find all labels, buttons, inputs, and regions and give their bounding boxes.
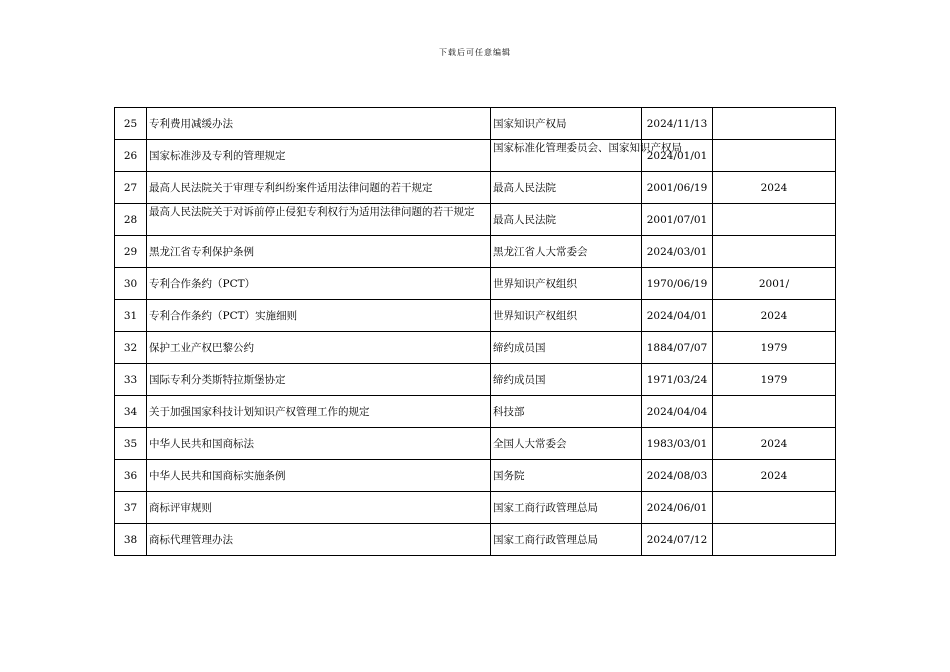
row-number: 38 [115, 524, 147, 556]
row-number: 27 [115, 172, 147, 204]
issuing-authority: 国家工商行政管理总局 [491, 524, 642, 556]
issuing-authority: 科技部 [491, 396, 642, 428]
regulation-title: 国际专利分类斯特拉斯堡协定 [147, 364, 491, 396]
effective-date: 2024/01/01 [642, 140, 713, 172]
effective-date: 2024/06/01 [642, 492, 713, 524]
table-row [115, 300, 836, 332]
regulation-title: 商标评审规则 [147, 492, 491, 524]
regulation-title: 保护工业产权巴黎公约 [147, 332, 491, 364]
revision-year [713, 204, 836, 236]
effective-date: 2024/03/01 [642, 236, 713, 268]
regulation-title: 专利合作条约（PCT）实施细则 [147, 300, 491, 332]
regulation-title: 专利合作条约（PCT） [147, 268, 491, 300]
revision-year: 1979 [713, 332, 836, 364]
row-number: 36 [115, 460, 147, 492]
row-number: 30 [115, 268, 147, 300]
regulation-title: 关于加强国家科技计划知识产权管理工作的规定 [147, 396, 491, 428]
issuing-authority: 缔约成员国 [491, 332, 642, 364]
regulation-title-text: 最高人民法院关于对诉前停止侵犯专利权行为适用法律问题的若干规定 [149, 206, 475, 218]
revision-year [713, 140, 836, 172]
table-row [115, 140, 836, 172]
table-row [115, 396, 836, 428]
revision-year [713, 108, 836, 140]
row-number: 29 [115, 236, 147, 268]
revision-year [713, 524, 836, 556]
table-row [115, 460, 836, 492]
row-number: 37 [115, 492, 147, 524]
issuing-authority: 世界知识产权组织 [491, 268, 642, 300]
table-row [115, 428, 836, 460]
effective-date: 1970/06/19 [642, 268, 713, 300]
issuing-authority: 世界知识产权组织 [491, 300, 642, 332]
regulation-title: 专利费用减缓办法 [147, 108, 491, 140]
revision-year [713, 492, 836, 524]
row-number: 34 [115, 396, 147, 428]
revision-year: 2024 [713, 428, 836, 460]
revision-year: 2024 [713, 460, 836, 492]
regulation-title: 中华人民共和国商标法 [147, 428, 491, 460]
row-number: 33 [115, 364, 147, 396]
issuing-authority: 全国人大常委会 [491, 428, 642, 460]
revision-year [713, 236, 836, 268]
regulation-title: 中华人民共和国商标实施条例 [147, 460, 491, 492]
table-row [115, 268, 836, 300]
regulation-title [147, 204, 491, 236]
regulation-title: 最高人民法院关于审理专利纠纷案件适用法律问题的若干规定 [147, 172, 491, 204]
table-row [115, 172, 836, 204]
revision-year: 2024 [713, 172, 836, 204]
effective-date: 1983/03/01 [642, 428, 713, 460]
effective-date: 1884/07/07 [642, 332, 713, 364]
issuing-authority: 缔约成员国 [491, 364, 642, 396]
regulation-title: 商标代理管理办法 [147, 524, 491, 556]
issuing-authority: 最高人民法院 [491, 172, 642, 204]
row-number: 32 [115, 332, 147, 364]
regulations-table [114, 107, 836, 556]
issuing-authority: 国家工商行政管理总局 [491, 492, 642, 524]
effective-date: 2024/04/01 [642, 300, 713, 332]
revision-year [713, 396, 836, 428]
table-row [115, 364, 836, 396]
table-row [115, 108, 836, 140]
issuing-authority: 最高人民法院 [491, 204, 642, 236]
table-row [115, 236, 836, 268]
effective-date: 1971/03/24 [642, 364, 713, 396]
effective-date: 2024/08/03 [642, 460, 713, 492]
row-number: 35 [115, 428, 147, 460]
effective-date: 2024/11/13 [642, 108, 713, 140]
revision-year: 2001/ [713, 268, 836, 300]
issuing-authority-text: 国家标准化管理委员会、国家知识产权局 [493, 142, 682, 154]
revision-year: 1979 [713, 364, 836, 396]
issuing-authority: 国务院 [491, 460, 642, 492]
regulation-title: 国家标准涉及专利的管理规定 [147, 140, 491, 172]
page-header-note: 下载后可任意编辑 [439, 48, 511, 57]
effective-date: 2001/06/19 [642, 172, 713, 204]
row-number: 28 [115, 204, 147, 236]
effective-date: 2001/07/01 [642, 204, 713, 236]
table-row [115, 492, 836, 524]
table-row [115, 204, 836, 236]
table-row [115, 332, 836, 364]
issuing-authority: 国家知识产权局 [491, 108, 642, 140]
table-row [115, 524, 836, 556]
row-number: 25 [115, 108, 147, 140]
issuing-authority: 黑龙江省人大常委会 [491, 236, 642, 268]
revision-year: 2024 [713, 300, 836, 332]
effective-date: 2024/04/04 [642, 396, 713, 428]
effective-date: 2024/07/12 [642, 524, 713, 556]
row-number: 31 [115, 300, 147, 332]
row-number: 26 [115, 140, 147, 172]
regulation-title: 黑龙江省专利保护条例 [147, 236, 491, 268]
